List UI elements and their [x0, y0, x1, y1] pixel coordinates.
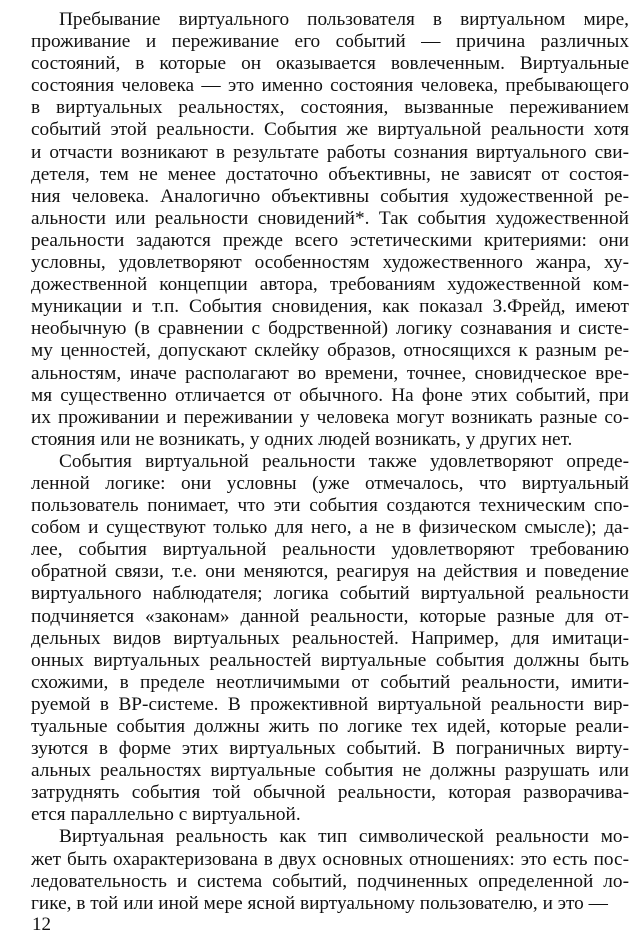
text-line: реальности задаются прежде всего эстетическими критериями: они: [31, 229, 629, 251]
text-line: лее, события виртуальной реальности удовлетворяют требованию: [31, 539, 629, 561]
text-line: онных виртуальных реальностей виртуальные события должны быть: [31, 649, 629, 671]
text-line: их проживании и переживании у человека могут возникать разные со-: [31, 406, 629, 428]
text-line: руемой в ВР-системе. В прожективной виртуальной реальности вир-: [31, 693, 629, 715]
text-line: подчиняется «законам» данной реальности, которые разные для от-: [31, 605, 629, 627]
text-line: ледовательность и система событий, подчиненных определенной ло-: [31, 870, 629, 892]
text-line: альных реальностях виртуальные события не должны разрушать или: [31, 760, 629, 782]
text-line: событий этой реальности. События же виртуальной реальности хотя: [31, 119, 629, 141]
paragraph: [31, 9, 629, 451]
text-line: собом и существуют только для него, а не в физическом смысле); да-: [31, 517, 629, 539]
paragraph: [31, 826, 629, 914]
text-line: условны, удовлетворяют особенностям художественного жанра, ху-: [31, 252, 629, 274]
body-text: [31, 9, 629, 915]
text-line: ется параллельно с виртуальной.: [31, 804, 301, 826]
text-line: События виртуальной реальности также удовлетворяют опреде-: [59, 450, 629, 472]
text-line: ния человека. Аналогично объективны события художественной ре-: [31, 185, 629, 207]
text-line: затруднять события той обычной реальности, которая разворачива-: [31, 782, 629, 804]
text-line: му ценностей, допускают склейку образов, относящихся к разным ре-: [31, 340, 629, 362]
text-line: ленной логике: они условны (уже отмечалось, что виртуальный: [31, 472, 629, 494]
text-line: пользователь понимает, что эти события создаются техническим спо-: [31, 495, 629, 517]
text-line: дожественной концепции автора, требованиям художественной ком-: [31, 274, 629, 296]
text-line: схожими, в пределе неотличимыми от событий реальности, имити-: [31, 671, 629, 693]
text-line: мя существенно отличается от обычного. На фоне этих событий, при: [31, 384, 629, 406]
text-line: стояния или не возникать, у одних людей возникать, у других нет.: [31, 428, 573, 450]
text-line: и отчасти возникают в результате работы сознания виртуального сви-: [31, 141, 629, 163]
text-line: необычную (в сравнении с бодрственной) логику сознавания и систе-: [31, 318, 629, 340]
text-line: детеля, тем не менее достаточно объективны, не зависят от состоя-: [31, 163, 629, 185]
text-line: муникации и т.п. События сновидения, как показал З.Фрейд, имеют: [31, 296, 629, 318]
text-line: дельных видов виртуальных реальностей. Например, для имитаци-: [31, 627, 629, 649]
text-line: проживание и переживание его событий — причина различных: [31, 31, 629, 53]
text-line: туальные события должны жить по логике тех идей, которые реали-: [31, 716, 629, 737]
text-line: Виртуальная реальность как тип символической реальности мо-: [59, 826, 629, 848]
text-line: обратной связи, т.е. они меняются, реагируя на действия и поведение: [31, 561, 629, 583]
text-line: состояний, в которые он оказывается вовлеченным. Виртуальные: [31, 53, 629, 75]
text-line: зуются в форме этих виртуальных событий. В пограничных вирту-: [31, 738, 629, 760]
text-line: жет быть охарактеризована в двух основных отношениях: это есть пос-: [31, 848, 629, 870]
text-line: гике, в той или иной мере ясной виртуальному пользователю, и это —: [31, 892, 608, 914]
text-line: Пребывание виртуального пользователя в виртуальном мире,: [59, 9, 629, 30]
text-line: альностям, иначе располагают во времени, точнее, сновидческое вре-: [31, 362, 629, 384]
paragraph: [31, 451, 629, 827]
page-number: 12: [32, 914, 51, 935]
text-line: виртуального наблюдателя; логика событий виртуальной реальности: [31, 583, 629, 605]
text-line: в виртуальных реальностях, состояния, вызванные переживанием: [31, 97, 629, 119]
text-line: состояния человека — это именно состояния человека, пребывающего: [31, 75, 629, 97]
text-line: альности или реальности сновидений*. Так события художественной: [31, 207, 629, 229]
